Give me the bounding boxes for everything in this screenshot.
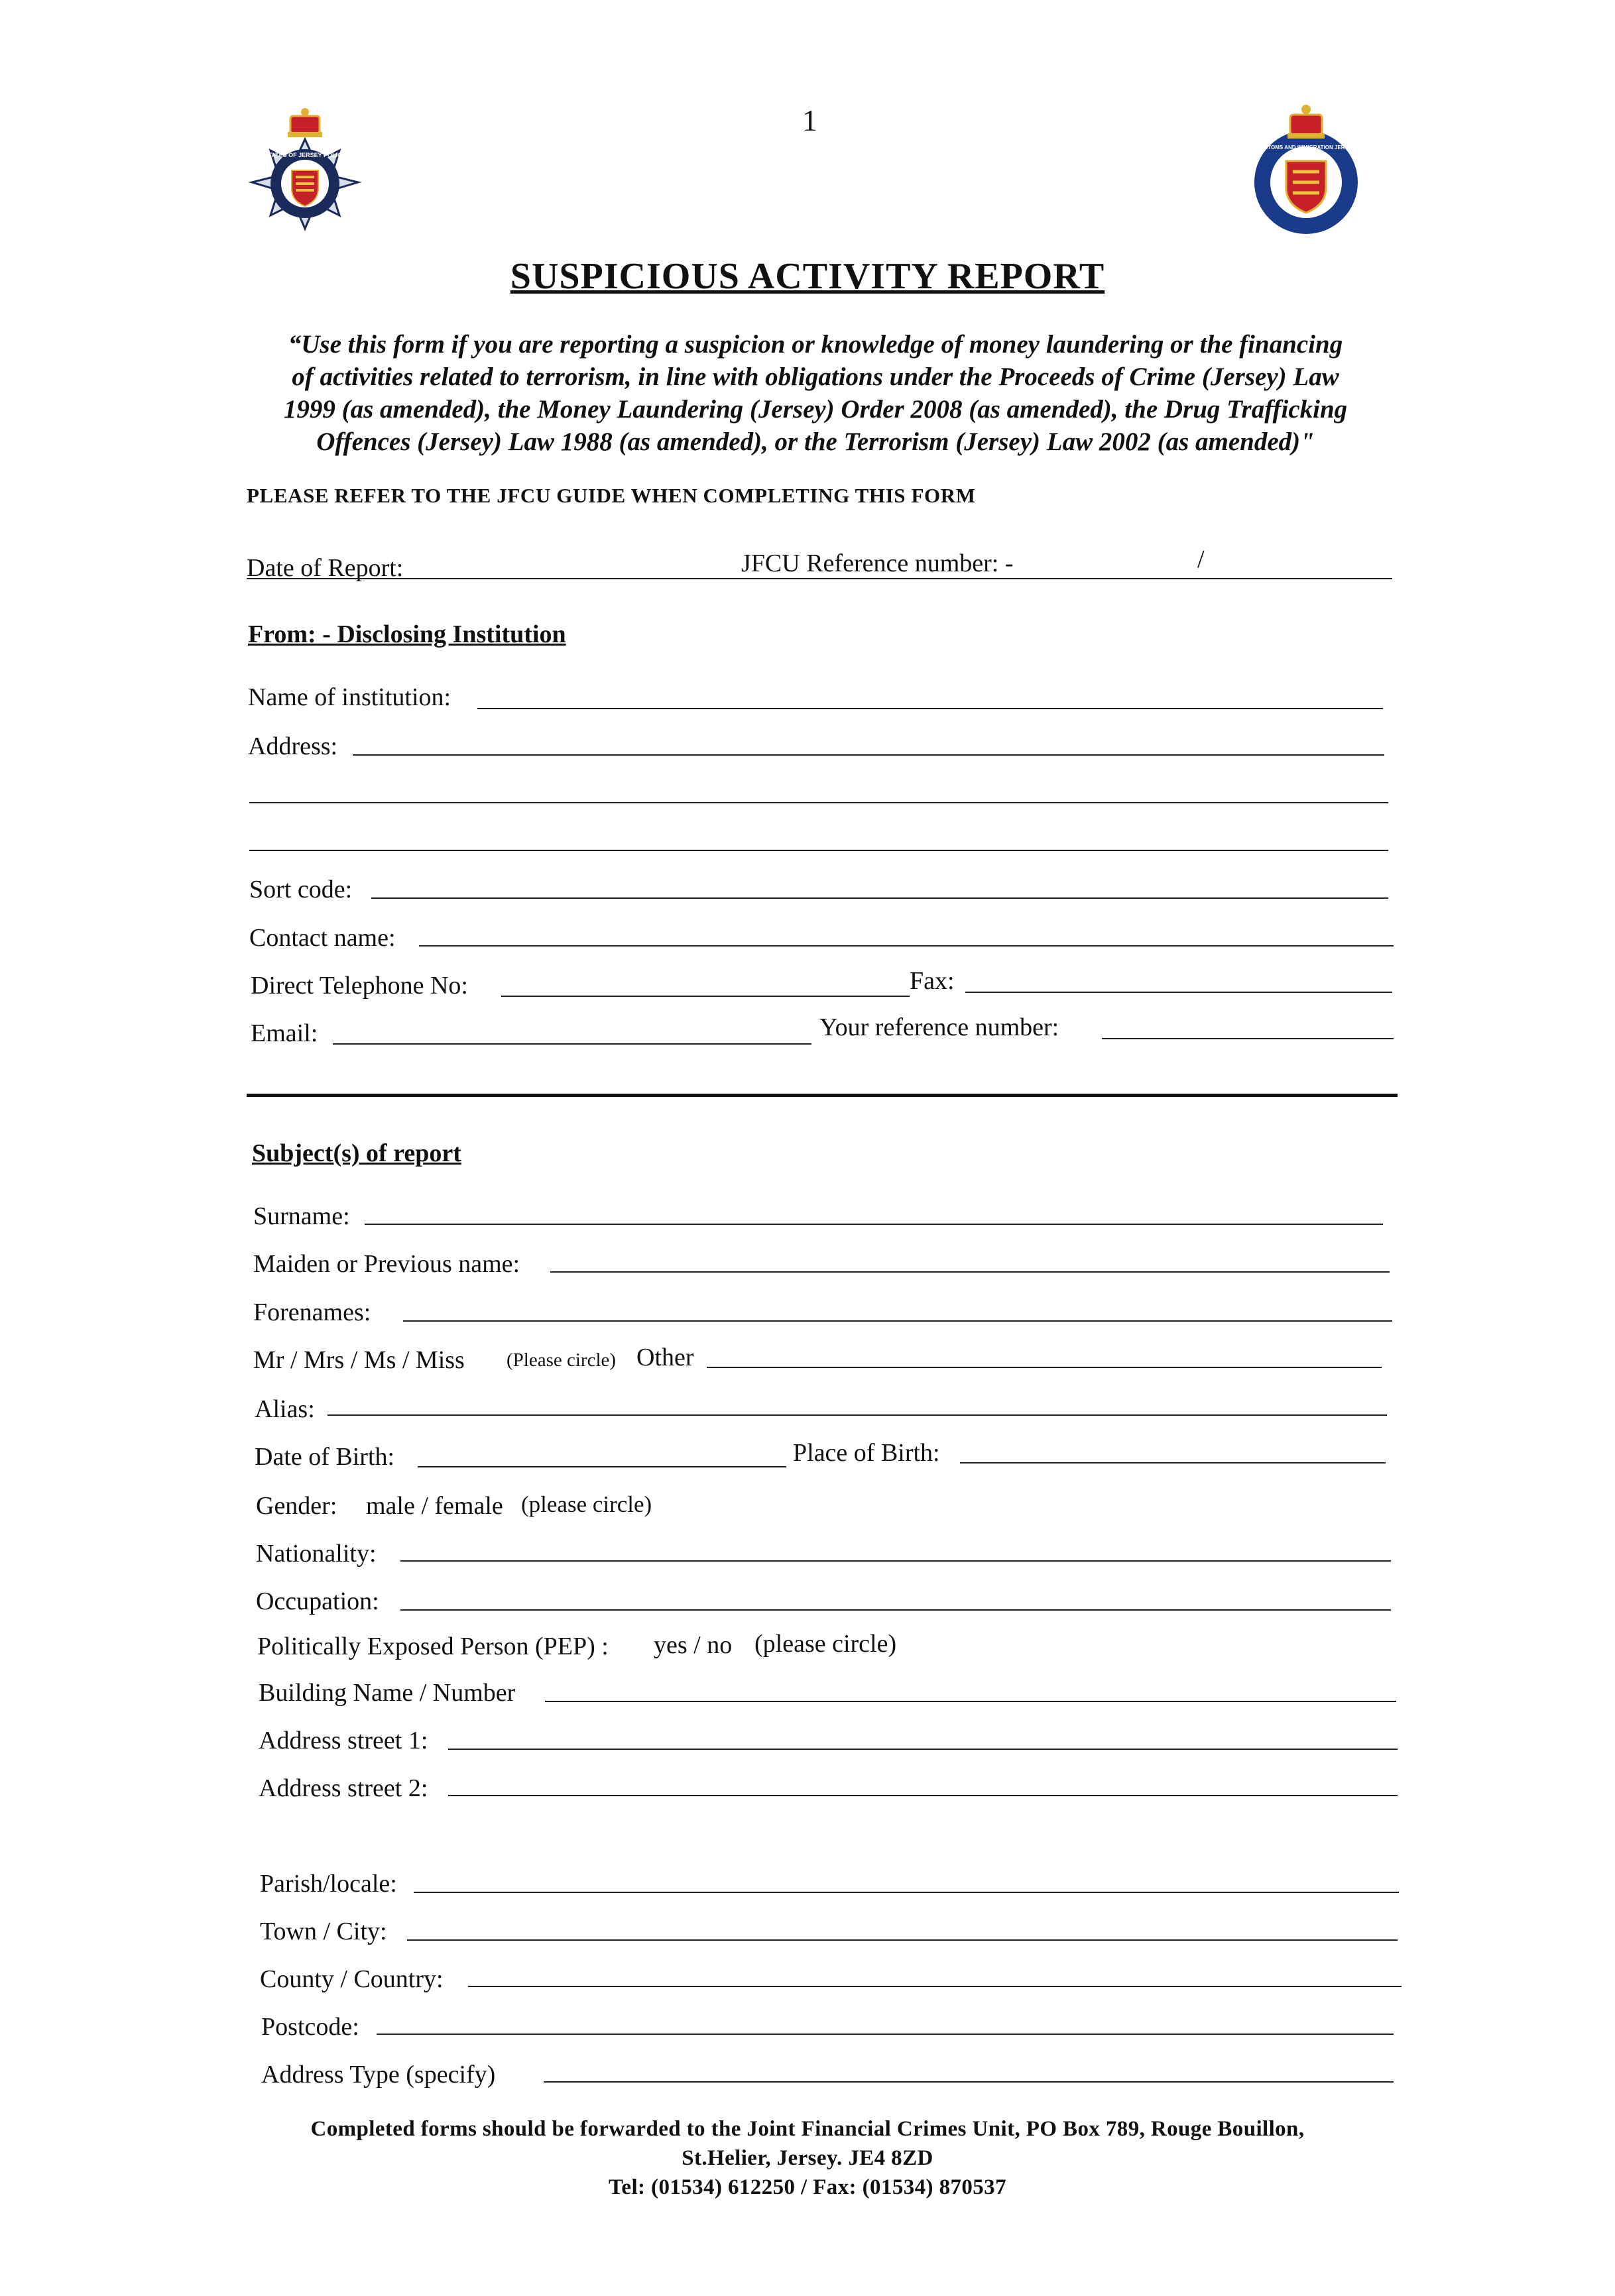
jfcu-reference-slash: / <box>1197 545 1205 573</box>
surname-field[interactable] <box>365 1224 1383 1225</box>
forenames-field[interactable] <box>403 1320 1392 1322</box>
guide-note: PLEASE REFER TO THE JFCU GUIDE WHEN COMPLETING THIS FORM <box>247 484 976 507</box>
parish-field[interactable] <box>414 1892 1399 1893</box>
occupation-label: Occupation: <box>256 1587 379 1615</box>
telephone-field[interactable] <box>501 996 910 997</box>
footer-line: Tel: (01534) 612250 / Fax: (01534) 870537 <box>609 2175 1006 2199</box>
institution-name-field[interactable] <box>477 708 1383 709</box>
gender-please-circle: (please circle) <box>521 1491 652 1517</box>
town-city-label: Town / City: <box>260 1918 387 1945</box>
other-title-field[interactable] <box>707 1367 1382 1368</box>
footer-line: St.Helier, Jersey. JE4 8ZD <box>682 2146 933 2170</box>
subject-heading: Subject(s) of report <box>252 1139 461 1167</box>
pep-options[interactable]: yes / no <box>654 1631 733 1659</box>
occupation-field[interactable] <box>400 1609 1391 1611</box>
sort-code-label: Sort code: <box>249 876 353 903</box>
address-field-line-3[interactable] <box>249 850 1388 851</box>
pep-label: Politically Exposed Person (PEP) : <box>257 1633 609 1660</box>
fax-label: Fax: <box>910 967 955 995</box>
address-field-line-2[interactable] <box>249 802 1388 803</box>
crown-icon <box>288 108 322 137</box>
nationality-label: Nationality: <box>256 1540 377 1568</box>
other-title-label: Other <box>636 1344 694 1371</box>
intro-line: of activities related to terrorism, in line with obligations under the Proceeds of Crime (Jersey) Law <box>292 363 1339 391</box>
email-label: Email: <box>251 1019 318 1047</box>
gender-label: Gender: <box>256 1492 337 1520</box>
alias-field[interactable] <box>328 1414 1387 1416</box>
section-divider <box>247 1094 1398 1097</box>
police-badge-logo <box>239 103 371 262</box>
place-of-birth-field[interactable] <box>960 1462 1386 1464</box>
date-of-report-label: Date of Report: <box>247 554 404 582</box>
telephone-label: Direct Telephone No: <box>251 972 468 1000</box>
date-of-birth-label: Date of Birth: <box>255 1443 395 1471</box>
place-of-birth-label: Place of Birth: <box>793 1439 940 1467</box>
address-street-1-label: Address street 1: <box>259 1727 428 1754</box>
address-field-line-1[interactable] <box>353 754 1384 756</box>
intro-line: Offences (Jersey) Law 1988 (as amended), or the Terrorism (Jersey) Law 2002 (as amended)" <box>316 428 1315 456</box>
alias-label: Alias: <box>255 1395 315 1423</box>
institution-name-label: Name of institution: <box>248 683 451 711</box>
postcode-label: Postcode: <box>261 2013 359 2041</box>
intro-line: “Use this form if you are reporting a suspicion or knowledge of money laundering or the financing <box>288 330 1343 359</box>
parish-label: Parish/locale: <box>260 1870 397 1898</box>
footer-contact <box>0 2114 1615 2202</box>
address-label: Address: <box>248 732 338 760</box>
maiden-name-field[interactable] <box>550 1271 1390 1273</box>
surname-label: Surname: <box>253 1202 350 1230</box>
date-reference-field[interactable] <box>247 578 1392 579</box>
intro-paragraph <box>245 328 1386 458</box>
postcode-field[interactable] <box>377 2034 1394 2035</box>
page-number: 1 <box>802 103 817 137</box>
your-reference-label: Your reference number: <box>819 1013 1059 1041</box>
forenames-label: Forenames: <box>253 1298 371 1326</box>
crown-icon <box>1287 105 1325 139</box>
maiden-name-label: Maiden or Previous name: <box>253 1250 520 1278</box>
nationality-field[interactable] <box>400 1560 1391 1562</box>
sort-code-field[interactable] <box>371 897 1388 899</box>
building-label: Building Name / Number <box>259 1679 516 1707</box>
address-type-field[interactable] <box>544 2081 1394 2083</box>
address-street-1-field[interactable] <box>448 1749 1398 1750</box>
form-title: SUSPICIOUS ACTIVITY REPORT <box>510 256 1105 297</box>
jfcu-reference-label: JFCU Reference number: - <box>741 549 1014 577</box>
building-field[interactable] <box>545 1701 1396 1702</box>
address-type-label: Address Type (specify) <box>261 2061 496 2089</box>
institution-heading: From: - Disclosing Institution <box>248 620 566 648</box>
email-field[interactable] <box>333 1043 811 1045</box>
svg-text:STATES OF JERSEY POLICE: STATES OF JERSEY POLICE <box>264 152 346 158</box>
fax-field[interactable] <box>965 992 1392 993</box>
footer-line: Completed forms should be forwarded to the Joint Financial Crimes Unit, PO Box 789, Rouge Bouillon, <box>310 2117 1305 2141</box>
county-country-label: County / Country: <box>260 1965 444 1993</box>
your-reference-field[interactable] <box>1102 1038 1394 1039</box>
date-of-birth-field[interactable] <box>418 1466 786 1467</box>
address-street-2-field[interactable] <box>448 1795 1398 1796</box>
pep-please-circle: (please circle) <box>754 1630 897 1658</box>
contact-name-label: Contact name: <box>249 924 396 952</box>
town-city-field[interactable] <box>407 1939 1398 1941</box>
address-street-2-label: Address street 2: <box>259 1774 428 1802</box>
gender-options[interactable]: male / female <box>366 1492 503 1520</box>
title-please-circle: (Please circle) <box>507 1349 617 1371</box>
svg-text:CUSTOMS AND IMMIGRATION JERSEY: CUSTOMS AND IMMIGRATION JERSEY <box>1256 144 1356 150</box>
county-country-field[interactable] <box>468 1986 1402 1987</box>
customs-immigration-logo <box>1240 96 1372 255</box>
intro-line: 1999 (as amended), the Money Laundering (Jersey) Order 2008 (as amended), the Drug Trafficking <box>283 395 1348 424</box>
jersey-shield-icon <box>1286 161 1326 213</box>
title-options[interactable]: Mr / Mrs / Ms / Miss <box>253 1346 465 1374</box>
contact-name-field[interactable] <box>419 945 1394 947</box>
